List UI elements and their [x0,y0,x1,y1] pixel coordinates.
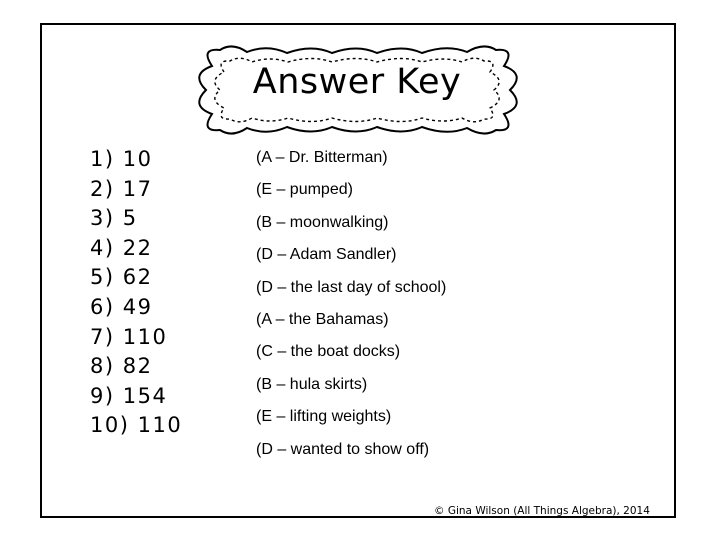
question-number: 2) [90,176,115,201]
answer-value: 49 [122,294,153,319]
question-number: 10) [90,413,130,438]
answer-value: 154 [122,383,168,408]
list-item [90,145,182,175]
explanation-item: (A – the Bahamas) [256,310,389,328]
answer-list [90,145,182,441]
explanation-list [256,142,446,466]
answer-value: 22 [122,235,153,260]
answer-value: 110 [122,324,168,349]
title-banner [172,44,542,136]
question-number: 6) [90,294,115,319]
question-number: 3) [90,206,115,231]
list-item [90,175,182,205]
explanation-item: (D – the last day of school) [256,278,447,296]
answer-value: 10 [122,147,153,171]
list-item [90,352,182,382]
answer-value: 82 [122,354,153,379]
list-item [90,204,182,234]
list-item [90,263,182,293]
explanation-item: (E – pumped) [256,181,353,199]
answer-value: 17 [122,176,153,201]
question-number: 8) [90,354,115,379]
question-number: 5) [90,265,115,290]
question-number: 9) [90,383,115,408]
list-item [90,293,182,323]
question-number: 4) [90,235,115,260]
list-item [90,382,182,412]
explanation-item: (B – hula skirts) [256,375,368,393]
answer-value: 62 [122,265,153,290]
explanation-item: (A – Dr. Bitterman) [256,149,388,166]
list-item [90,234,182,264]
explanation-item: (E – lifting weights) [256,408,392,426]
copyright-notice: © Gina Wilson (All Things Algebra), 2014 [434,505,650,517]
answer-value: 110 [137,413,183,438]
question-number: 1) [90,147,115,171]
list-item [90,411,182,441]
explanation-item: (D – Adam Sandler) [256,246,397,264]
answer-value: 5 [122,206,138,231]
list-item [90,323,182,353]
page-title: Answer Key [252,62,462,102]
explanation-item: (B – moonwalking) [256,213,389,231]
answer-key-card [40,23,676,518]
explanation-item: (C – the boat docks) [256,343,401,361]
explanation-item: (D – wanted to show off) [256,440,430,458]
question-number: 7) [90,324,115,349]
